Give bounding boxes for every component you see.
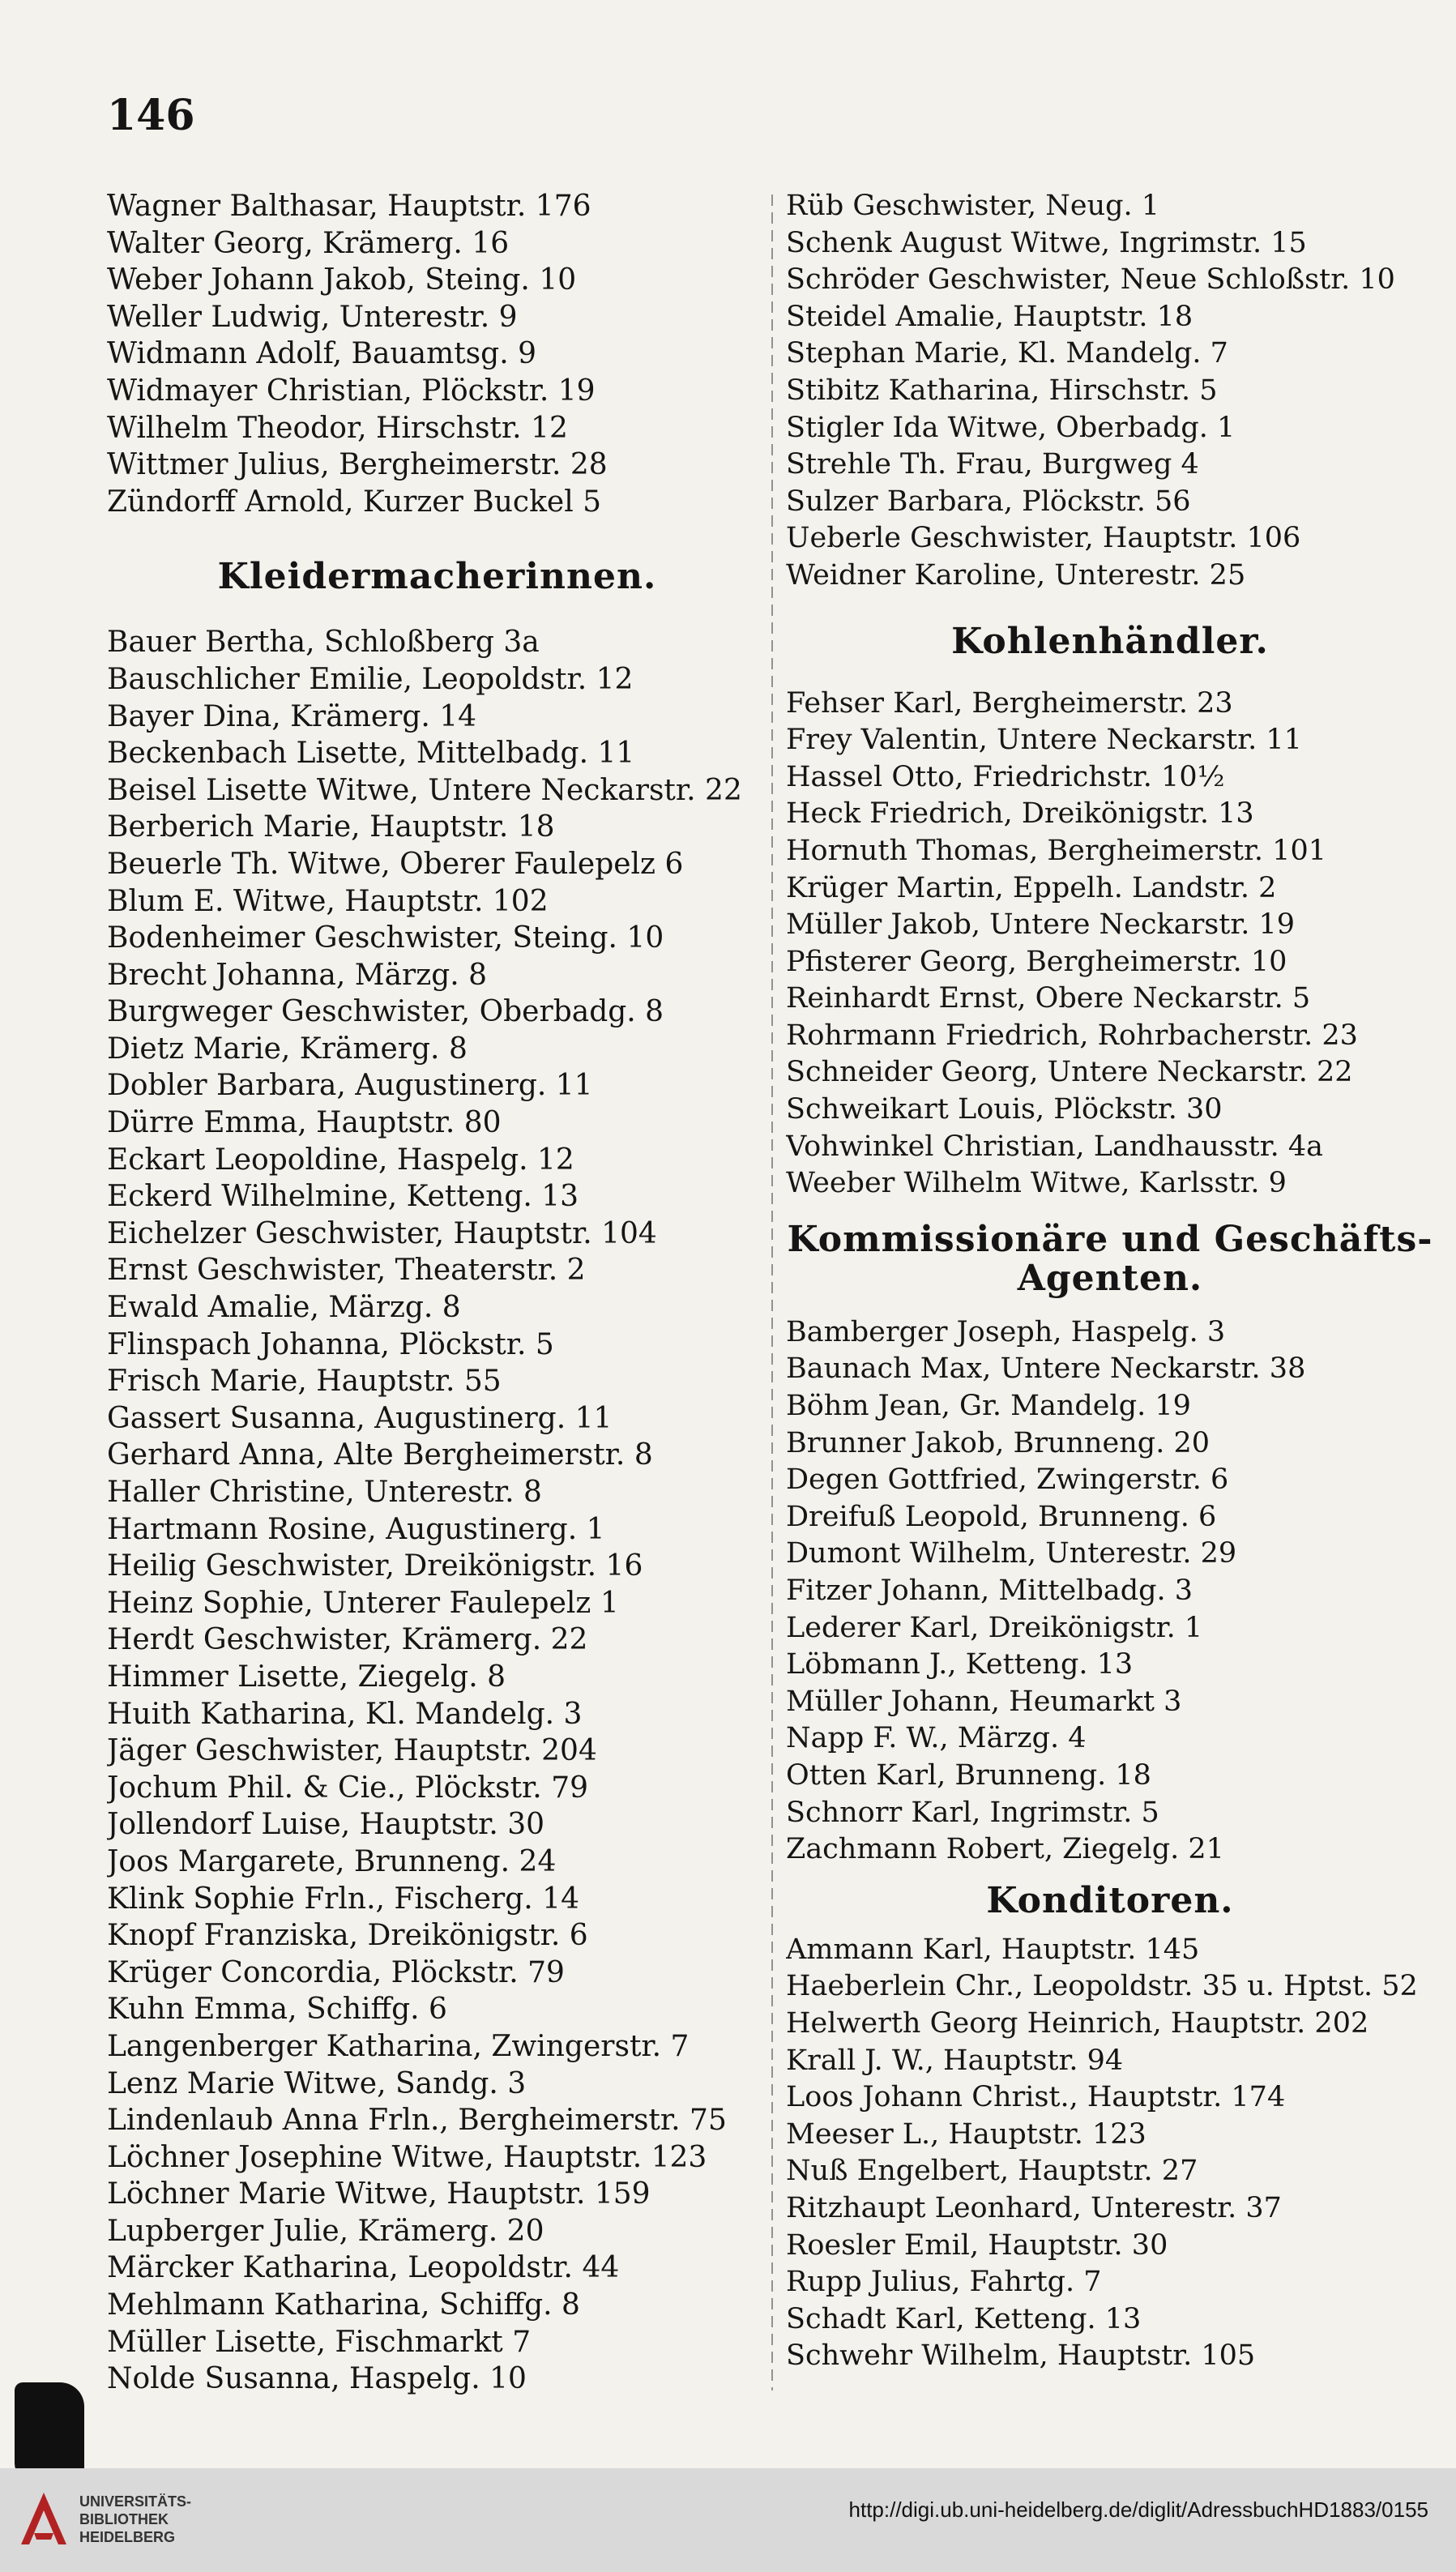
directory-entry: Lenz Marie Witwe, Sandg. 3 [107, 2066, 527, 2100]
directory-entry: Frisch Marie, Hauptstr. 55 [107, 1365, 502, 1399]
directory-entry: Schweikart Louis, Plöckstr. 30 [786, 1093, 1223, 1126]
entries-list [786, 1314, 1434, 1869]
page-number: 146 [107, 91, 195, 140]
directory-entry: Löchner Josephine Witwe, Hauptstr. 123 [107, 2140, 707, 2174]
directory-entry: Helwerth Georg Heinrich, Hauptstr. 202 [786, 2006, 1369, 2040]
directory-entry: Hartmann Rosine, Augustinerg. 1 [107, 1512, 605, 1546]
directory-entry: Sulzer Barbara, Plöckstr. 56 [786, 485, 1191, 518]
directory-entry: Lindenlaub Anna Frln., Bergheimerstr. 75 [107, 2104, 727, 2138]
directory-entry: Joos Margarete, Brunneng. 24 [107, 1844, 557, 1878]
directory-entry: Wittmer Julius, Bergheimerstr. 28 [107, 448, 608, 482]
directory-entry: Ueberle Geschwister, Hauptstr. 106 [786, 522, 1301, 555]
right-column [786, 188, 1434, 2375]
directory-entry: Eichelzer Geschwister, Hauptstr. 104 [107, 1216, 657, 1250]
directory-entry: Dürre Emma, Hauptstr. 80 [107, 1106, 502, 1140]
directory-entry: Blum E. Witwe, Hauptstr. 102 [107, 884, 549, 918]
directory-entry: Eckart Leopoldine, Haspelg. 12 [107, 1143, 574, 1177]
logo-line: HEIDELBERG [79, 2529, 176, 2545]
directory-entry: Rohrmann Friedrich, Rohrbacherstr. 23 [786, 1019, 1358, 1052]
directory-entry: Krüger Martin, Eppelh. Landstr. 2 [786, 871, 1277, 904]
directory-entry: Brecht Johanna, Märzg. 8 [107, 958, 488, 992]
directory-entry: Meeser L., Hauptstr. 123 [786, 2117, 1146, 2151]
directory-entry: Pfisterer Georg, Bergheimerstr. 10 [786, 945, 1287, 978]
directory-entry: Böhm Jean, Gr. Mandelg. 19 [786, 1390, 1191, 1423]
directory-entry: Löbmann J., Ketteng. 13 [786, 1648, 1134, 1681]
directory-entry: Wilhelm Theodor, Hirschstr. 12 [107, 411, 568, 445]
directory-entry: Dumont Wilhelm, Unterestr. 29 [786, 1537, 1237, 1570]
directory-entry: Steidel Amalie, Hauptstr. 18 [786, 300, 1193, 333]
directory-entry: Schadt Karl, Ketteng. 13 [786, 2302, 1142, 2335]
directory-entry: Ammann Karl, Hauptstr. 145 [786, 1933, 1200, 1966]
directory-entry: Heinz Sophie, Unterer Faulepelz 1 [107, 1586, 619, 1620]
entries-list [786, 188, 1434, 595]
directory-entry: Walter Georg, Krämerg. 16 [107, 226, 510, 260]
directory-entry: Jollendorf Luise, Hauptstr. 30 [107, 1808, 545, 1842]
directory-entry: Lederer Karl, Dreikönigstr. 1 [786, 1611, 1203, 1644]
directory-entry: Herdt Geschwister, Krämerg. 22 [107, 1623, 588, 1657]
directory-entry: Huith Katharina, Kl. Mandelg. 3 [107, 1697, 583, 1731]
directory-entry: Beuerle Th. Witwe, Oberer Faulepelz 6 [107, 847, 684, 881]
directory-entry: Jäger Geschwister, Hauptstr. 204 [107, 1734, 597, 1768]
directory-entry: Strehle Th. Frau, Burgweg 4 [786, 448, 1199, 481]
directory-entry: Schwehr Wilhelm, Hauptstr. 105 [786, 2339, 1256, 2373]
directory-entry: Napp F. W., Märzg. 4 [786, 1722, 1087, 1755]
directory-entry: Mehlmann Katharina, Schiffg. 8 [107, 2288, 580, 2322]
directory-entry: Schröder Geschwister, Neue Schloßstr. 10 [786, 263, 1395, 297]
directory-entry: Fitzer Johann, Mittelbadg. 3 [786, 1574, 1193, 1607]
directory-entry: Himmer Lisette, Ziegelg. 8 [107, 1660, 506, 1694]
entries-list [107, 188, 767, 520]
directory-entry: Klink Sophie Frln., Fischerg. 14 [107, 1882, 579, 1916]
directory-entry: Rupp Julius, Fahrtg. 7 [786, 2266, 1102, 2299]
directory-entry: Nuß Engelbert, Hauptstr. 27 [786, 2155, 1198, 2188]
directory-entry: Brunner Jakob, Brunneng. 20 [786, 1426, 1210, 1459]
directory-entry: Hassel Otto, Friedrichstr. 10½ [786, 760, 1225, 793]
directory-entry: Schenk August Witwe, Ingrimstr. 15 [786, 226, 1307, 259]
viewer-footer [0, 2468, 1456, 2572]
directory-entry: Bamberger Joseph, Haspelg. 3 [786, 1315, 1226, 1348]
directory-entry: Ritzhaupt Leonhard, Unterestr. 37 [786, 2191, 1282, 2224]
section-heading-kleidermacherinnen: Kleidermacherinnen. [217, 556, 657, 598]
directory-entry: Dreifuß Leopold, Brunneng. 6 [786, 1500, 1217, 1533]
directory-entry: Märcker Katharina, Leopoldstr. 44 [107, 2251, 620, 2285]
directory-entry: Stigler Ida Witwe, Oberbadg. 1 [786, 411, 1236, 444]
directory-entry: Vohwinkel Christian, Landhausstr. 4a [786, 1130, 1324, 1163]
directory-entry: Bauschlicher Emilie, Leopoldstr. 12 [107, 662, 634, 696]
directory-entry: Weber Johann Jakob, Steing. 10 [107, 263, 577, 297]
directory-entry: Flinspach Johanna, Plöckstr. 5 [107, 1327, 554, 1361]
directory-entry: Nolde Susanna, Haspelg. 10 [107, 2362, 527, 2396]
directory-entry: Loos Johann Christ., Hauptstr. 174 [786, 2081, 1286, 2114]
directory-entry: Ernst Geschwister, Theaterstr. 2 [107, 1254, 586, 1288]
directory-entry: Zündorff Arnold, Kurzer Buckel 5 [107, 485, 602, 519]
directory-entry: Stibitz Katharina, Hirschstr. 5 [786, 374, 1218, 407]
directory-entry: Fehser Karl, Bergheimerstr. 23 [786, 686, 1233, 720]
directory-entry: Ewald Amalie, Märzg. 8 [107, 1291, 461, 1325]
directory-entry: Bodenheimer Geschwister, Steing. 10 [107, 921, 664, 955]
permalink-url[interactable]: http://digi.ub.uni-heidelberg.de/diglit/AdressbuchHD1883/0155 [848, 2497, 1428, 2522]
directory-entry: Weller Ludwig, Unterestr. 9 [107, 300, 518, 334]
library-logo-text[interactable] [79, 2493, 191, 2546]
directory-entry: Knopf Franziska, Dreikönigstr. 6 [107, 1919, 588, 1953]
left-column [107, 188, 767, 2398]
directory-entry: Burgweger Geschwister, Oberbadg. 8 [107, 995, 664, 1029]
logo-line: UNIVERSITÄTS- [79, 2493, 192, 2510]
logo-line: BIBLIOTHEK [79, 2511, 169, 2527]
directory-entry: Beckenbach Lisette, Mittelbadg. 11 [107, 737, 635, 771]
directory-entry: Stephan Marie, Kl. Mandelg. 7 [786, 337, 1228, 370]
scan-ink-mark [15, 2382, 84, 2480]
directory-entry: Löchner Marie Witwe, Hauptstr. 159 [107, 2177, 651, 2211]
directory-entry: Dobler Barbara, Augustinerg. 11 [107, 1069, 593, 1103]
directory-entry: Bauer Bertha, Schloßberg 3a [107, 626, 540, 660]
library-logo-icon [16, 2488, 71, 2553]
directory-entry: Widmayer Christian, Plöckstr. 19 [107, 374, 596, 408]
section-heading-konditoren: Konditoren. [986, 1879, 1234, 1921]
directory-entry: Beisel Lisette Witwe, Untere Neckarstr. 22 [107, 773, 742, 807]
directory-entry: Kuhn Emma, Schiffg. 6 [107, 1993, 447, 2027]
directory-entry: Krüger Concordia, Plöckstr. 79 [107, 1955, 565, 1989]
directory-entry: Heck Friedrich, Dreikönigstr. 13 [786, 797, 1254, 831]
directory-entry: Baunach Max, Untere Neckarstr. 38 [786, 1352, 1306, 1386]
directory-entry: Hornuth Thomas, Bergheimerstr. 101 [786, 834, 1326, 867]
directory-entry: Otten Karl, Brunneng. 18 [786, 1758, 1151, 1792]
directory-entry: Haeberlein Chr., Leopoldstr. 35 u. Hptst. 52 [786, 1970, 1418, 2003]
section-heading-kommissionaere [786, 1220, 1434, 1298]
entries-list [107, 624, 767, 2398]
entries-list [786, 1932, 1434, 2375]
entries-list [786, 686, 1434, 1203]
section-heading-kohlenhaendler: Kohlenhändler. [951, 620, 1269, 662]
directory-entry: Dietz Marie, Krämerg. 8 [107, 1032, 468, 1066]
directory-entry: Reinhardt Ernst, Obere Neckarstr. 5 [786, 982, 1311, 1015]
directory-entry: Zachmann Robert, Ziegelg. 21 [786, 1833, 1224, 1866]
heading-line: Kommissionäre und Geschäfts- [787, 1218, 1433, 1260]
directory-entry: Bayer Dina, Krämerg. 14 [107, 699, 477, 733]
directory-entry: Müller Jakob, Untere Neckarstr. 19 [786, 908, 1296, 942]
column-divider [771, 194, 773, 2390]
directory-entry: Roesler Emil, Hauptstr. 30 [786, 2228, 1168, 2262]
directory-entry: Gassert Susanna, Augustinerg. 11 [107, 1401, 613, 1435]
directory-entry: Frey Valentin, Untere Neckarstr. 11 [786, 724, 1302, 757]
directory-entry: Eckerd Wilhelmine, Ketteng. 13 [107, 1180, 579, 1214]
directory-entry: Weidner Karoline, Unterestr. 25 [786, 558, 1246, 592]
directory-entry: Widmann Adolf, Bauamtsg. 9 [107, 337, 536, 371]
directory-entry: Haller Christine, Unterestr. 8 [107, 1476, 542, 1509]
directory-entry: Berberich Marie, Hauptstr. 18 [107, 810, 555, 844]
directory-entry: Rüb Geschwister, Neug. 1 [786, 190, 1160, 222]
directory-entry: Degen Gottfried, Zwingerstr. 6 [786, 1463, 1229, 1497]
directory-entry: Langenberger Katharina, Zwingerstr. 7 [107, 2029, 690, 2063]
directory-entry: Müller Johann, Heumarkt 3 [786, 1685, 1182, 1718]
directory-entry: Schnorr Karl, Ingrimstr. 5 [786, 1796, 1159, 1829]
directory-entry: Wagner Balthasar, Hauptstr. 176 [107, 190, 591, 223]
directory-entry: Gerhard Anna, Alte Bergheimerstr. 8 [107, 1438, 653, 1472]
directory-entry: Lupberger Julie, Krämerg. 20 [107, 2214, 544, 2248]
heading-line: Agenten. [1017, 1257, 1203, 1299]
directory-entry: Heilig Geschwister, Dreikönigstr. 16 [107, 1549, 643, 1583]
directory-entry: Schneider Georg, Untere Neckarstr. 22 [786, 1056, 1353, 1089]
directory-entry: Jochum Phil. & Cie., Plöckstr. 79 [107, 1771, 588, 1805]
directory-entry: Weeber Wilhelm Witwe, Karlsstr. 9 [786, 1167, 1287, 1200]
directory-entry: Krall J. W., Hauptstr. 94 [786, 2044, 1124, 2077]
directory-entry: Müller Lisette, Fischmarkt 7 [107, 2325, 532, 2359]
